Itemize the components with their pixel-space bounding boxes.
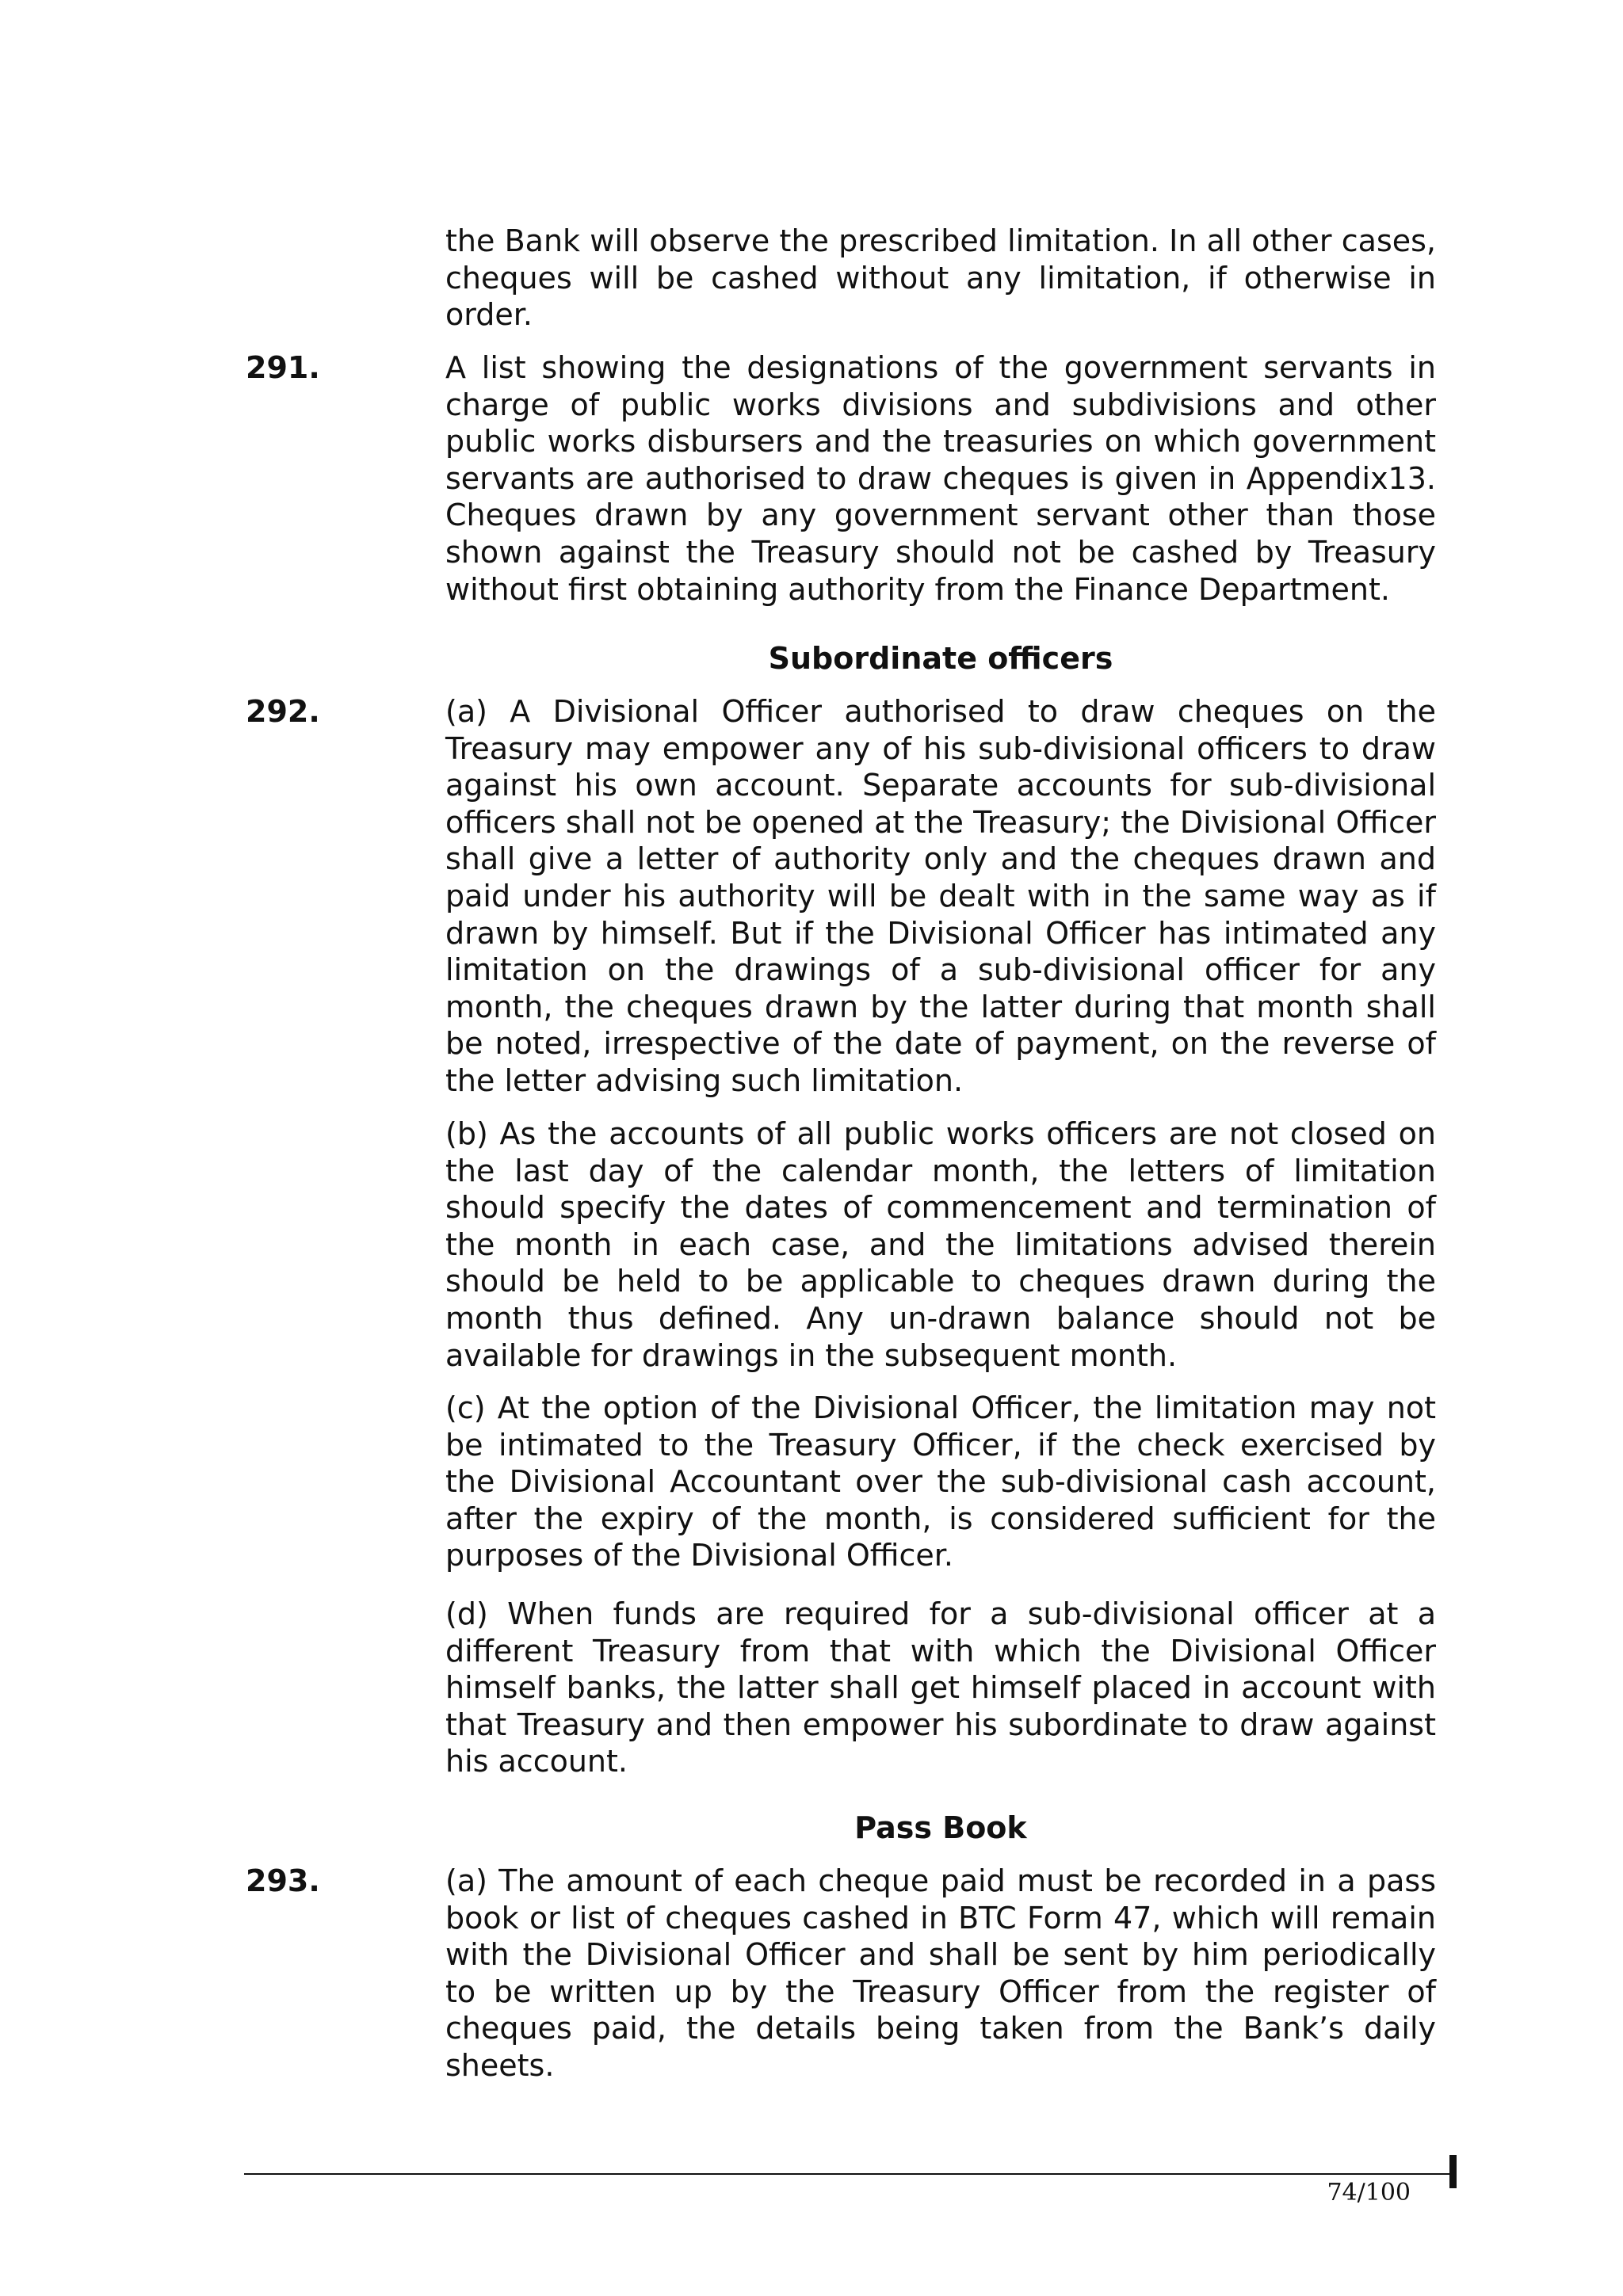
section-292b-text: (b) As the accounts of all public works officers are not closed on the last day of the calendar month, the letters of limitation should specify the dates of commencement and termination of the month in each case, and the limitations advised therein should be held to be applicable to cheques drawn during the month thus defined. Any un-drawn balance should not be available for drawings in the subsequent month. [445, 1116, 1436, 1373]
section-number-291: 291. [246, 350, 320, 385]
section-number-293: 293. [246, 1863, 320, 1898]
heading-pass-book: Pass Book [854, 1810, 1027, 1845]
section-293a-text: (a) The amount of each cheque paid must be recorded in a pass book or list of cheques cashed in BTC Form 47, which will remain with the Divisional Officer and shall be sent by him periodically to be written up by the Treasury Officer from the register of cheques paid, the details being taken from the Bank’s daily sheets. [445, 1863, 1436, 2083]
section-292c-text: (c) At the option of the Divisional Officer, the limitation may not be intimated to the Treasury Officer, if the check exercised by the Divisional Accountant over the sub-divisional cash account, after the expiry of the month, is considered sufficient for the purposes of the Divisional Officer. [445, 1390, 1436, 1573]
section-number-292: 292. [246, 694, 320, 729]
footer-bar [1449, 2155, 1457, 2188]
heading-subordinate-officers: Subordinate officers [768, 641, 1113, 676]
section-292a-text: (a) A Divisional Officer authorised to draw cheques on the Treasury may empower any of his sub-divisional officers to draw against his own account. Separate accounts for sub-divisional officers shall not be opened at the Treasury; the Divisional Officer shall give a letter of authority only and the cheques drawn and paid under his authority will be dealt with in the same way as if drawn by himself. But if the Divisional Officer has intimated any limitation on the drawings of a sub-divisional officer for any month, the cheques drawn by the latter during that month shall be noted, irrespective of the date of payment, on the reverse of the letter advising such limitation. [445, 694, 1436, 1098]
section-291-text: A list showing the designations of the government servants in charge of public works divisions and subdivisions and other public works disbursers and the treasuries on which government servants are authorised to draw cheques is given in Appendix13. Cheques drawn by any government servant other than those shown against the Treasury should not be cashed by Treasury without first obtaining authority from the Finance Department. [445, 350, 1436, 607]
paragraph-continuation: the Bank will observe the prescribed limitation. In all other cases, cheques will be cashed without any limitation, if otherwise in order. [445, 223, 1436, 333]
page-number: 74/100 [1327, 2179, 1411, 2206]
footer-rule [244, 2173, 1457, 2175]
section-292d-text: (d) When funds are required for a sub-divisional officer at a different Treasury from that with which the Divisional Officer himself banks, the latter shall get himself placed in account with that Treasury and then empower his subordinate to draw against his account. [445, 1596, 1436, 1779]
